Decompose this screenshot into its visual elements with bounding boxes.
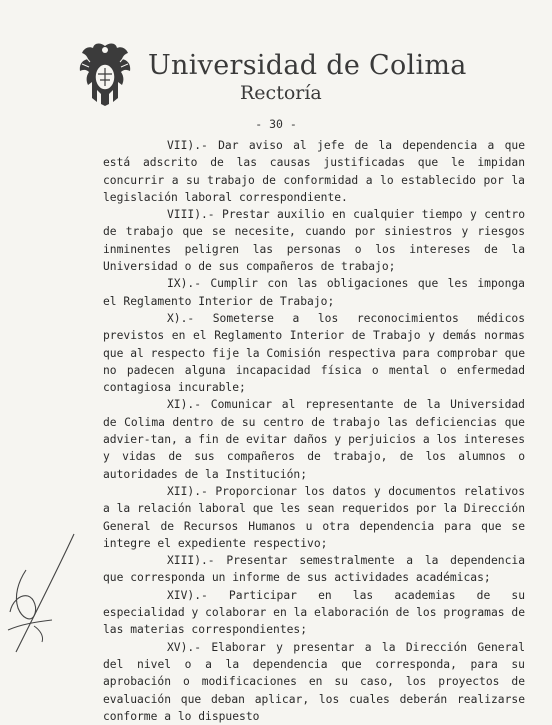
paragraph-xi: XI).- Comunicar al representante de la Universidad de Colima dentro de su centro de trabajo las deficiencias que advier-tan, a fin de evitar daños y perjuicios a los intereses y vidas de sus compañeros de trabajo, de los alumnos o autoridades de la Institución; bbox=[103, 398, 525, 481]
letterhead-university-name: Universidad de Colima bbox=[148, 50, 467, 81]
paragraph-xiv: XIV).- Participar en las academias de su especialidad y colaborar en la elaboración de los programas de las materias correspondientes; bbox=[103, 588, 525, 637]
page-number: - 30 - bbox=[255, 117, 297, 131]
paragraph-xv: XV).- Elaborar y presentar a la Dirección General del nivel o a la dependencia que corresponda, para su aprobación o modificaciones en su caso, los proyectos de evaluación que deban aplicar, los cuales deberán realizarse conforme a lo dispuesto bbox=[103, 640, 525, 723]
handwritten-signature bbox=[4, 530, 84, 655]
document-body bbox=[103, 137, 525, 725]
university-crest-logo bbox=[76, 40, 134, 106]
letterhead-office-name: Rectoría bbox=[240, 82, 322, 104]
paragraph-xii: XII).- Proporcionar los datos y documentos relativos a la relación laboral que les sean requeridos por la Dirección General de Recursos Humanos u otra dependencia para que se integre el expediente respectivo; bbox=[103, 484, 525, 550]
paragraph-viii: VIII).- Prestar auxilio en cualquier tiempo y centro de trabajo que se necesite, cuando por siniestros y riesgos inminentes peligren las personas o los intereses de la Universidad o de sus compañeros de trabajo; bbox=[103, 208, 525, 274]
paragraph-ix: IX).- Cumplir con las obligaciones que les imponga el Reglamento Interior de Trabajo; bbox=[103, 277, 525, 308]
paragraph-x: X).- Someterse a los reconocimientos médicos previstos en el Reglamento Interior de Trabajo y demás normas que al respecto fije la Comisión respectiva para comprobar que no padecen alguna incapacidad física o mental o enfermedad contagiosa incurable; bbox=[103, 311, 525, 395]
paragraph-xiii: XIII).- Presentar semestralmente a la dependencia que corresponda un informe de sus actividades académicas; bbox=[103, 554, 525, 585]
paragraph-vii: VII).- Dar aviso al jefe de la dependencia a que está adscrito de las causas justificadas que le impidan concurrir a su trabajo de conformidad a lo establecido por la legislación laboral correspondiente. bbox=[103, 139, 525, 204]
